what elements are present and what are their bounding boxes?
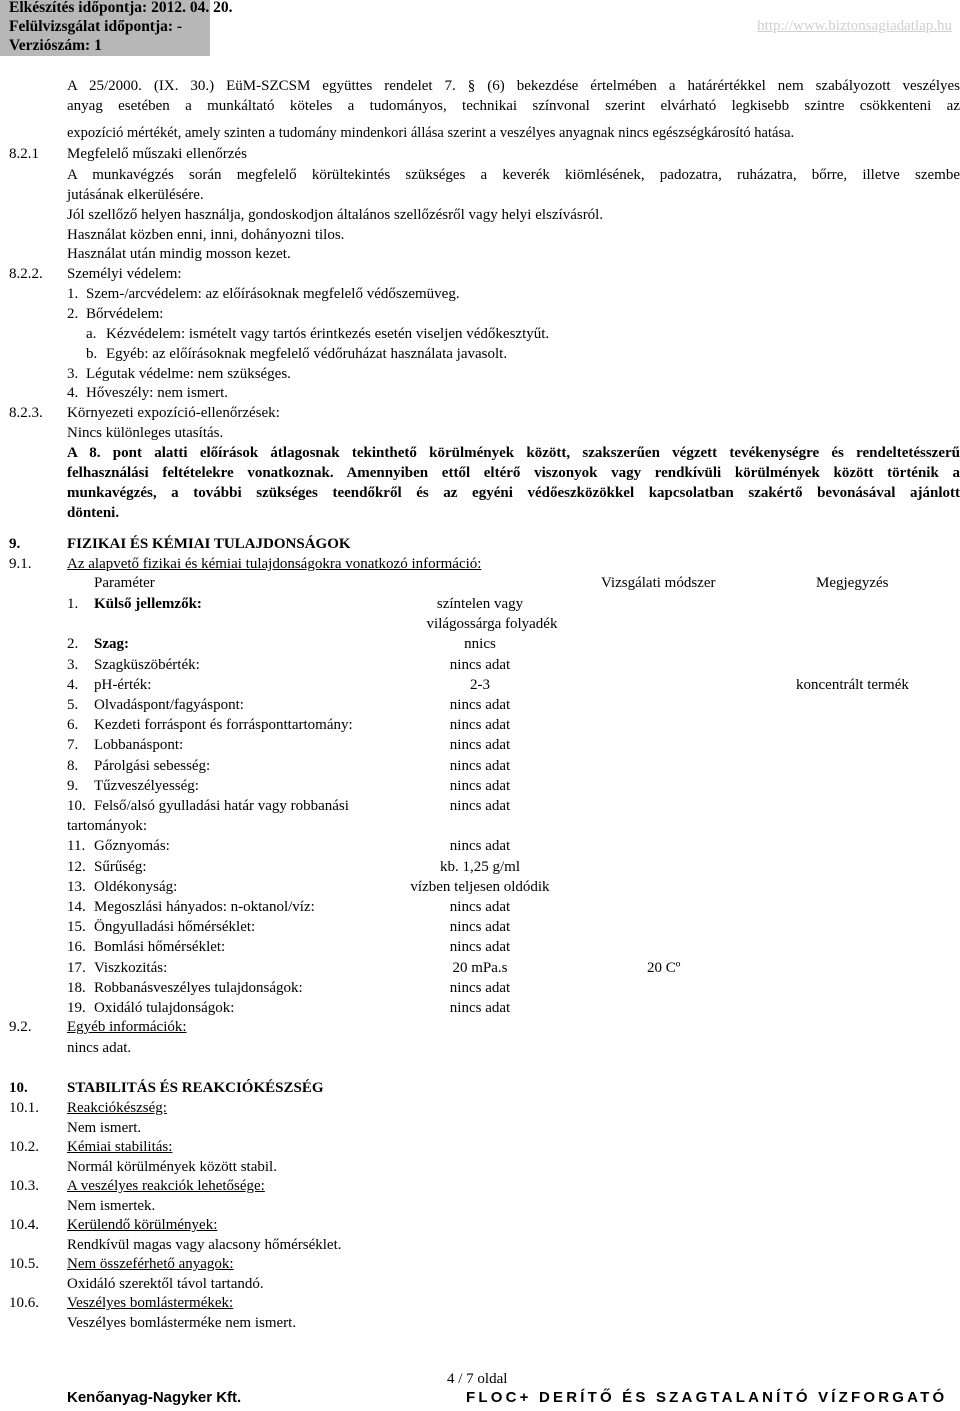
paragraph-line: jutásának elkerülésére.	[67, 187, 204, 203]
property-number: 4.	[67, 676, 79, 693]
section-title: Személyi védelem:	[67, 266, 182, 282]
property-number: 19.	[67, 1000, 86, 1016]
list-number: b.	[86, 346, 98, 362]
property-value: nincs adat	[449, 777, 511, 794]
property-number: 18.	[67, 979, 86, 996]
paragraph-line: Nem ismert.	[67, 1119, 142, 1136]
property-number: 3.	[67, 656, 79, 673]
section-number: 8.2.2.	[9, 266, 43, 282]
paragraph-line: Rendkívül magas vagy alacsony hőmérséklet.	[67, 1236, 342, 1253]
property-value: nincs adat	[449, 757, 511, 774]
section-title: Megfelelő műszaki ellenőrzés	[67, 146, 247, 162]
list-item: Bőrvédelem:	[86, 306, 164, 322]
property-value: nincs adat	[449, 919, 511, 936]
property-label: Lobbanáspont:	[94, 737, 184, 754]
section-title: Kémiai stabilitás:	[67, 1139, 173, 1155]
bold-paragraph-line: munkavégzés, a további szükséges teendőkről és az egyéni védőeszközökkel kapcsolatban szakértő bevonásával ajánlott	[67, 485, 960, 501]
list-item: Hőveszély: nem ismert.	[86, 385, 229, 401]
property-label: Megoszlási hányados: n-oktanol/víz:	[94, 899, 315, 915]
property-value: nincs adat	[449, 717, 511, 734]
property-label: Öngyulladási hőmérséklet:	[94, 919, 256, 936]
section-title: Egyéb információk:	[67, 1019, 187, 1035]
property-value: nincs adat	[449, 1000, 511, 1016]
section-number: 10.4.	[9, 1217, 39, 1233]
property-value: nincs adat	[449, 899, 511, 915]
list-number: 3.	[67, 366, 79, 382]
property-number: 11.	[67, 838, 86, 855]
property-label: Olvadáspont/fagyáspont:	[94, 697, 244, 713]
property-number: 13.	[67, 878, 86, 895]
section-heading: STABILITÁS ÉS REAKCIÓKÉSZSÉG	[67, 1080, 324, 1096]
property-note: koncentrált termék	[796, 676, 909, 693]
property-number: 7.	[67, 737, 79, 754]
property-number: 1.	[67, 596, 79, 612]
property-label: Oxidáló tulajdonságok:	[94, 1000, 235, 1016]
property-value: nnics	[464, 636, 496, 653]
property-number: 12.	[67, 858, 86, 875]
property-number: 2.	[67, 636, 79, 653]
property-value: 2-3	[470, 676, 490, 693]
property-value: nincs adat	[449, 656, 511, 673]
bold-paragraph-line: A 8. pont alatti előírások átlagosnak tekinthető körülmények között, szakszerűen végzett tevékenységre és rendeltetésszerű	[67, 445, 960, 461]
property-value: színtelen vagy	[436, 596, 524, 612]
property-value: nincs adat	[449, 737, 511, 754]
property-label: Szagküszöbérték:	[94, 656, 200, 673]
list-item: Egyéb: az előírásoknak megfelelő védőruházat használata javasolt.	[106, 346, 508, 362]
property-number: 15.	[67, 919, 86, 936]
page-number: 4 / 7 oldal	[447, 1371, 508, 1387]
property-label: Viszkozitás:	[94, 959, 168, 976]
property-value: nincs adat	[449, 838, 511, 855]
property-label: Szag:	[94, 636, 129, 653]
list-item: Kézvédelem: ismételt vagy tartós érintkezés esetén viseljen védőkesztyűt.	[106, 326, 550, 342]
footer-company: Kenőanyag-Nagyker Kft.	[67, 1389, 242, 1406]
intro-line: anyag esetében a munkáltató köteles a tudományos, technikai színvonal szerint elvárható legkisebb szintre csökkenteni az	[67, 98, 960, 114]
paragraph-line: Használat közben enni, inni, dohányozni tilos.	[67, 227, 345, 243]
paragraph-line: Használat után mindig mosson kezet.	[67, 246, 291, 262]
paragraph-line: Nincs különleges utasítás.	[67, 425, 224, 441]
bold-paragraph-line: felhasználási feltételekre vonatkoznak. Amennyiben ettől eltérő viszonyok vagy rendkívüli körülmények között történik a	[67, 465, 960, 481]
property-method: 20 Cº	[647, 959, 681, 976]
section-number: 9.1.	[9, 556, 32, 572]
property-value: nincs adat	[449, 798, 511, 814]
section-number: 9.	[9, 536, 21, 552]
header-url-link[interactable]: http://www.biztonsagiadatlap.hu	[757, 18, 952, 34]
list-item: Szem-/arcvédelem: az előírásoknak megfelelő védőszemüveg.	[86, 286, 460, 302]
property-value: 20 mPa.s	[452, 959, 508, 976]
list-item: Légutak védelme: nem szükséges.	[86, 366, 291, 382]
property-number: 10.	[67, 798, 86, 814]
section-number: 8.2.3.	[9, 405, 43, 421]
property-value: nincs adat	[449, 939, 511, 956]
property-label: Robbanásveszélyes tulajdonságok:	[94, 979, 303, 996]
list-number: a.	[86, 326, 97, 342]
section-title: Kerülendő körülmények:	[67, 1217, 218, 1233]
column-header-method: Vizsgálati módszer	[601, 575, 716, 591]
list-number: 4.	[67, 385, 79, 401]
property-label: Gőznyomás:	[94, 838, 170, 855]
property-label: Bomlási hőmérséklet:	[94, 939, 226, 956]
property-value: nincs adat	[449, 697, 511, 713]
list-number: 2.	[67, 306, 79, 322]
section-title: Az alapvető fizikai és kémiai tulajdonságokra vonatkozó információ:	[67, 556, 482, 572]
property-number: 9.	[67, 777, 79, 794]
section-title: Nem összeférhető anyagok:	[67, 1256, 234, 1272]
property-number: 14.	[67, 899, 86, 915]
section-title: A veszélyes reakciók lehetősége:	[67, 1178, 265, 1194]
property-number: 5.	[67, 697, 79, 713]
header-version: Verziószám: 1	[9, 37, 102, 54]
property-number: 17.	[67, 959, 86, 976]
property-label: Felső/alsó gyulladási határ vagy robbanási	[94, 798, 349, 814]
bold-paragraph-line: dönteni.	[67, 505, 120, 521]
page-header	[0, 0, 960, 56]
header-prepared: Elkészítés időpontja: 2012. 04. 20.	[9, 0, 233, 16]
paragraph-line: A munkavégzés során megfelelő körültekintés szükséges a keverék kiömlésének, padozatra, ruházatra, bőrre, illetve szembe	[67, 167, 960, 183]
section-number: 9.2.	[9, 1019, 32, 1035]
intro-line: expozíció mértékét, amely szinten a tudomány mindenkori állása szerint a veszélyes anyagnak nincs egészségkárosító hatása.	[67, 125, 795, 141]
footer-product-title: FLOC+ DERÍTŐ ÉS SZAGTALANÍTÓ VÍZFORGATÓ	[466, 1389, 948, 1406]
property-label: Kezdeti forráspont és forrásponttartomány:	[94, 717, 353, 734]
section-number: 10.3.	[9, 1178, 39, 1194]
section-number: 10.5.	[9, 1256, 39, 1272]
section-heading: FIZIKAI ÉS KÉMIAI TULAJDONSÁGOK	[67, 536, 351, 552]
property-value: nincs adat	[449, 979, 511, 996]
property-label: pH-érték:	[94, 676, 152, 693]
property-label: Oldékonyság:	[94, 878, 178, 895]
property-label: Párolgási sebesség:	[94, 757, 211, 774]
section-title: Veszélyes bomlástermékek:	[67, 1295, 234, 1311]
paragraph-line: Veszélyes bomlásterméke nem ismert.	[67, 1314, 297, 1331]
column-header-note: Megjegyzés	[816, 575, 889, 591]
header-revision: Felülvizsgálat időpontja: -	[9, 18, 183, 35]
paragraph-line: Oxidáló szerektől távol tartandó.	[67, 1275, 264, 1292]
section-number: 8.2.1	[9, 146, 39, 162]
section-number: 10.6.	[9, 1295, 39, 1311]
list-number: 1.	[67, 286, 79, 302]
paragraph-line: Normál körülmények között stabil.	[67, 1158, 277, 1175]
property-value: világossárga folyadék	[426, 616, 558, 633]
paragraph-line: Jól szellőző helyen használja, gondoskodjon általános szellőzésről vagy helyi elszívásról.	[67, 207, 604, 223]
section-title: Reakciókészség:	[67, 1100, 167, 1116]
property-label: tartományok:	[67, 818, 147, 835]
paragraph-line: nincs adat.	[67, 1040, 132, 1056]
property-label: Sűrűség:	[94, 858, 147, 875]
column-header-parameter: Paraméter	[94, 575, 155, 591]
property-value: kb. 1,25 g/ml	[439, 858, 521, 875]
property-number: 16.	[67, 939, 86, 956]
section-title: Környezeti expozíció-ellenőrzések:	[67, 405, 280, 421]
paragraph-line: Nem ismertek.	[67, 1197, 156, 1214]
property-value: vízben teljesen oldódik	[410, 878, 550, 895]
section-number: 10.1.	[9, 1100, 39, 1116]
property-label: Tűzveszélyesség:	[94, 777, 199, 794]
section-number: 10.2.	[9, 1139, 39, 1155]
property-number: 6.	[67, 717, 79, 734]
property-number: 8.	[67, 757, 79, 774]
section-number: 10.	[9, 1080, 28, 1096]
property-label: Külső jellemzők:	[94, 596, 202, 612]
intro-line: A 25/2000. (IX. 30.) EüM-SZCSM együttes rendelet 7. § (6) bekezdése értelmében a határértékkel nem szabályozott veszélyes	[67, 78, 960, 94]
